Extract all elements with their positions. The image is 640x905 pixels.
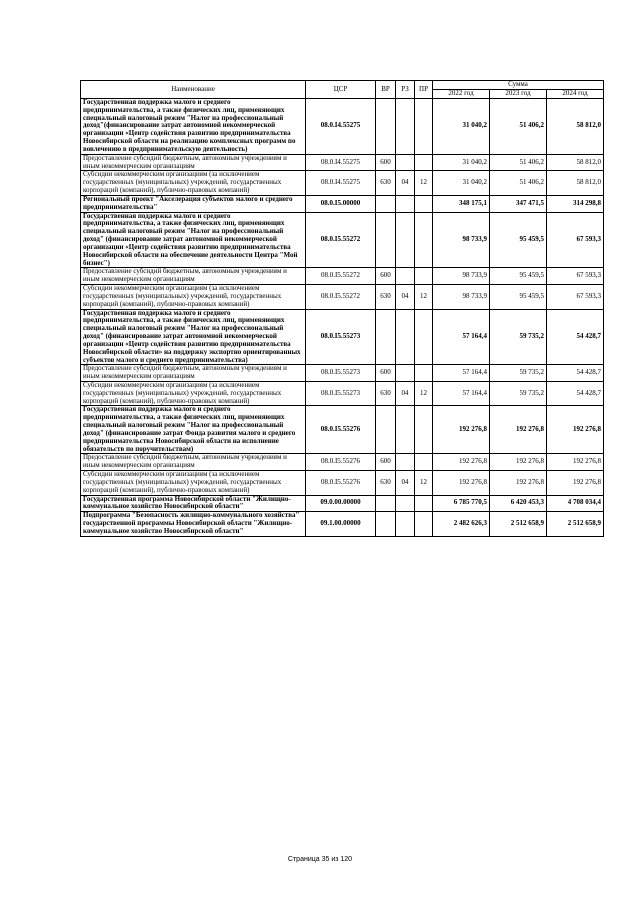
cell-rz bbox=[396, 406, 415, 454]
table-row bbox=[81, 285, 604, 309]
cell-2023: 192 276,8 bbox=[490, 454, 547, 471]
cell-name: Подпрограмма "Безопасность жилищно-коммунального хозяйства" государственной программы Новосибирской области "Жилищно-коммунальное хозяйство Новосибирской области" bbox=[81, 512, 306, 536]
cell-2024: 4 708 034,4 bbox=[547, 495, 604, 512]
cell-csr: 09.1.00.00000 bbox=[306, 512, 376, 536]
cell-name: Региональный проект "Акселерация субъектов малого и среднего предпринимательства" bbox=[81, 195, 306, 212]
cell-2024: 67 593,3 bbox=[547, 268, 604, 285]
header-name: Наименование bbox=[81, 81, 306, 99]
cell-2022: 31 040,2 bbox=[433, 154, 490, 171]
cell-rz bbox=[396, 154, 415, 171]
cell-pr bbox=[415, 406, 433, 454]
cell-2023: 347 471,5 bbox=[490, 195, 547, 212]
cell-csr: 09.0.00.00000 bbox=[306, 495, 376, 512]
cell-rz bbox=[396, 365, 415, 382]
cell-2024: 58 812,0 bbox=[547, 171, 604, 195]
cell-name: Субсидии некоммерческим организациям (за исключением государственных (муниципальных) учреждений, государственных корпораций (компаний), публично-правовых компаний) bbox=[81, 471, 306, 495]
cell-2024: 54 428,7 bbox=[547, 309, 604, 365]
header-pr: ПР bbox=[415, 81, 433, 99]
cell-2023: 59 735,2 bbox=[490, 309, 547, 365]
cell-2022: 98 733,9 bbox=[433, 268, 490, 285]
cell-2022: 57 164,4 bbox=[433, 381, 490, 405]
cell-name: Предоставление субсидий бюджетным, автономным учреждениям и иным некоммерческим организациям bbox=[81, 454, 306, 471]
cell-2024: 54 428,7 bbox=[547, 365, 604, 382]
cell-vr: 630 bbox=[376, 471, 396, 495]
cell-2023: 192 276,8 bbox=[490, 406, 547, 454]
cell-csr: 08.0.I4.55275 bbox=[306, 99, 376, 155]
cell-vr: 600 bbox=[376, 268, 396, 285]
cell-csr: 08.0.I5.00000 bbox=[306, 195, 376, 212]
cell-csr: 08.0.I5.55273 bbox=[306, 365, 376, 382]
page-number: Страница 35 из 120 bbox=[287, 856, 353, 863]
cell-vr bbox=[376, 309, 396, 365]
cell-vr bbox=[376, 406, 396, 454]
cell-name: Предоставление субсидий бюджетным, автономным учреждениям и иным некоммерческим организациям bbox=[81, 268, 306, 285]
cell-vr bbox=[376, 512, 396, 536]
cell-2023: 51 406,2 bbox=[490, 154, 547, 171]
cell-2023: 6 420 453,3 bbox=[490, 495, 547, 512]
cell-2023: 51 406,2 bbox=[490, 99, 547, 155]
cell-vr bbox=[376, 195, 396, 212]
header-csr: ЦСР bbox=[306, 81, 376, 99]
cell-2024: 58 812,0 bbox=[547, 154, 604, 171]
header-year-2024: 2024 год bbox=[547, 90, 604, 99]
cell-2022: 31 040,2 bbox=[433, 99, 490, 155]
cell-csr: 08.0.I4.55275 bbox=[306, 154, 376, 171]
cell-rz bbox=[396, 99, 415, 155]
cell-pr: 12 bbox=[415, 471, 433, 495]
cell-pr bbox=[415, 495, 433, 512]
cell-rz: 04 bbox=[396, 381, 415, 405]
cell-pr bbox=[415, 268, 433, 285]
cell-pr bbox=[415, 512, 433, 536]
table-row bbox=[81, 195, 604, 212]
cell-name: Государственная поддержка малого и среднего предпринимательства, а также физических лиц, применяющих специальный налоговый режим "Налог на профессиональный доход" (финансирование затрат автономной некоммерческой организации «Центр содействия развитию предпринимательства Новосибирской области» на поддержку экспортно ориентированных субъектов малого и среднего предпринимательства) bbox=[81, 309, 306, 365]
cell-vr: 630 bbox=[376, 381, 396, 405]
cell-rz bbox=[396, 309, 415, 365]
cell-name: Государственная поддержка малого и среднего предпринимательства, а также физических лиц, применяющих специальный налоговый режим "Налог на профессиональный доход" (финансирование затрат Фонда развития малого и среднего предпринимательства Новосибирской области на исполнение обязательств по поручительствам) bbox=[81, 406, 306, 454]
cell-pr bbox=[415, 212, 433, 268]
table-row bbox=[81, 365, 604, 382]
table-body bbox=[81, 99, 604, 537]
cell-vr: 600 bbox=[376, 365, 396, 382]
cell-2023: 51 406,2 bbox=[490, 171, 547, 195]
cell-vr bbox=[376, 99, 396, 155]
cell-2023: 95 459,5 bbox=[490, 285, 547, 309]
cell-2023: 59 735,2 bbox=[490, 365, 547, 382]
cell-2024: 67 593,3 bbox=[547, 212, 604, 268]
cell-2022: 192 276,8 bbox=[433, 454, 490, 471]
cell-2022: 2 482 626,3 bbox=[433, 512, 490, 536]
cell-pr bbox=[415, 195, 433, 212]
cell-name: Государственная поддержка малого и среднего предпринимательства, а также физических лиц, применяющих специальный налоговый режим "Налог на профессиональный доход" (финансирование затрат автономной некоммерческой организации «Центр содействия развитию предпринимательства Новосибирской области на обеспечение деятельности Центра "Мой бизнес") bbox=[81, 212, 306, 268]
header-vr: ВР bbox=[376, 81, 396, 99]
cell-pr bbox=[415, 454, 433, 471]
cell-2023: 59 735,2 bbox=[490, 381, 547, 405]
table-row bbox=[81, 512, 604, 536]
cell-csr: 08.0.I5.55272 bbox=[306, 285, 376, 309]
table-row bbox=[81, 99, 604, 155]
cell-vr: 630 bbox=[376, 171, 396, 195]
cell-name: Предоставление субсидий бюджетным, автономным учреждениям и иным некоммерческим организациям bbox=[81, 365, 306, 382]
cell-csr: 08.0.I5.55272 bbox=[306, 212, 376, 268]
cell-rz bbox=[396, 495, 415, 512]
cell-name: Государственная поддержка малого и среднего предпринимательства, а также физических лиц, применяющих специальный налоговый режим "Налог на профессиональный доход"(финансирование затрат автономной некоммерческой организации «Центр содействия развитию предпринимательства Новосибирской области на реализацию комплексных программ по вовлечению в предпринимательскую деятельность) bbox=[81, 99, 306, 155]
cell-pr bbox=[415, 365, 433, 382]
cell-2024: 54 428,7 bbox=[547, 381, 604, 405]
cell-2022: 31 040,2 bbox=[433, 171, 490, 195]
cell-csr: 08.0.I5.55276 bbox=[306, 406, 376, 454]
cell-rz bbox=[396, 512, 415, 536]
cell-2022: 6 785 770,5 bbox=[433, 495, 490, 512]
table-row bbox=[81, 406, 604, 454]
cell-pr bbox=[415, 309, 433, 365]
cell-2023: 95 459,5 bbox=[490, 212, 547, 268]
table-row bbox=[81, 154, 604, 171]
cell-rz bbox=[396, 268, 415, 285]
table-row bbox=[81, 495, 604, 512]
header-sum: Сумма bbox=[433, 81, 604, 90]
cell-2022: 192 276,8 bbox=[433, 471, 490, 495]
table-row bbox=[81, 471, 604, 495]
table-header bbox=[81, 81, 604, 99]
cell-rz bbox=[396, 212, 415, 268]
table-row bbox=[81, 381, 604, 405]
cell-2024: 67 593,3 bbox=[547, 285, 604, 309]
cell-name: Государственная программа Новосибирской области "Жилищно-коммунальное хозяйство Новосибирской области" bbox=[81, 495, 306, 512]
table-row bbox=[81, 454, 604, 471]
cell-pr: 12 bbox=[415, 285, 433, 309]
cell-rz bbox=[396, 195, 415, 212]
budget-table bbox=[80, 80, 604, 537]
cell-pr bbox=[415, 154, 433, 171]
header-year-2023: 2023 год bbox=[490, 90, 547, 99]
cell-pr: 12 bbox=[415, 381, 433, 405]
header-year-2022: 2022 год bbox=[433, 90, 490, 99]
cell-2023: 2 512 658,9 bbox=[490, 512, 547, 536]
cell-csr: 08.0.I4.55275 bbox=[306, 171, 376, 195]
cell-csr: 08.0.I5.55273 bbox=[306, 381, 376, 405]
cell-2022: 192 276,8 bbox=[433, 406, 490, 454]
cell-2024: 192 276,8 bbox=[547, 471, 604, 495]
cell-2024: 192 276,8 bbox=[547, 454, 604, 471]
cell-vr: 630 bbox=[376, 285, 396, 309]
cell-2024: 2 512 658,9 bbox=[547, 512, 604, 536]
cell-2024: 192 276,8 bbox=[547, 406, 604, 454]
cell-pr: 12 bbox=[415, 171, 433, 195]
cell-2022: 98 733,9 bbox=[433, 285, 490, 309]
cell-csr: 08.0.I5.55272 bbox=[306, 268, 376, 285]
cell-2022: 348 175,1 bbox=[433, 195, 490, 212]
table-row bbox=[81, 268, 604, 285]
cell-rz: 04 bbox=[396, 471, 415, 495]
cell-2023: 192 276,8 bbox=[490, 471, 547, 495]
cell-2024: 58 812,0 bbox=[547, 99, 604, 155]
cell-vr: 600 bbox=[376, 154, 396, 171]
cell-name: Субсидии некоммерческим организациям (за исключением государственных (муниципальных) учреждений, государственных корпораций (компаний), публично-правовых компаний) bbox=[81, 171, 306, 195]
cell-vr bbox=[376, 212, 396, 268]
cell-name: Предоставление субсидий бюджетным, автономным учреждениям и иным некоммерческим организациям bbox=[81, 154, 306, 171]
cell-2022: 98 733,9 bbox=[433, 212, 490, 268]
cell-name: Субсидии некоммерческим организациям (за исключением государственных (муниципальных) учреждений, государственных корпораций (компаний), публично-правовых компаний) bbox=[81, 381, 306, 405]
table-row bbox=[81, 212, 604, 268]
cell-2023: 95 459,5 bbox=[490, 268, 547, 285]
cell-pr bbox=[415, 99, 433, 155]
cell-csr: 08.0.I5.55273 bbox=[306, 309, 376, 365]
table-row bbox=[81, 171, 604, 195]
cell-vr bbox=[376, 495, 396, 512]
header-rz: РЗ bbox=[396, 81, 415, 99]
cell-rz: 04 bbox=[396, 285, 415, 309]
cell-csr: 08.0.I5.55276 bbox=[306, 471, 376, 495]
cell-csr: 08.0.I5.55276 bbox=[306, 454, 376, 471]
cell-rz bbox=[396, 454, 415, 471]
cell-vr: 600 bbox=[376, 454, 396, 471]
cell-2024: 314 298,8 bbox=[547, 195, 604, 212]
cell-2022: 57 164,4 bbox=[433, 309, 490, 365]
cell-name: Субсидии некоммерческим организациям (за исключением государственных (муниципальных) учреждений, государственных корпораций (компаний), публично-правовых компаний) bbox=[81, 285, 306, 309]
table-row bbox=[81, 309, 604, 365]
cell-2022: 57 164,4 bbox=[433, 365, 490, 382]
cell-rz: 04 bbox=[396, 171, 415, 195]
